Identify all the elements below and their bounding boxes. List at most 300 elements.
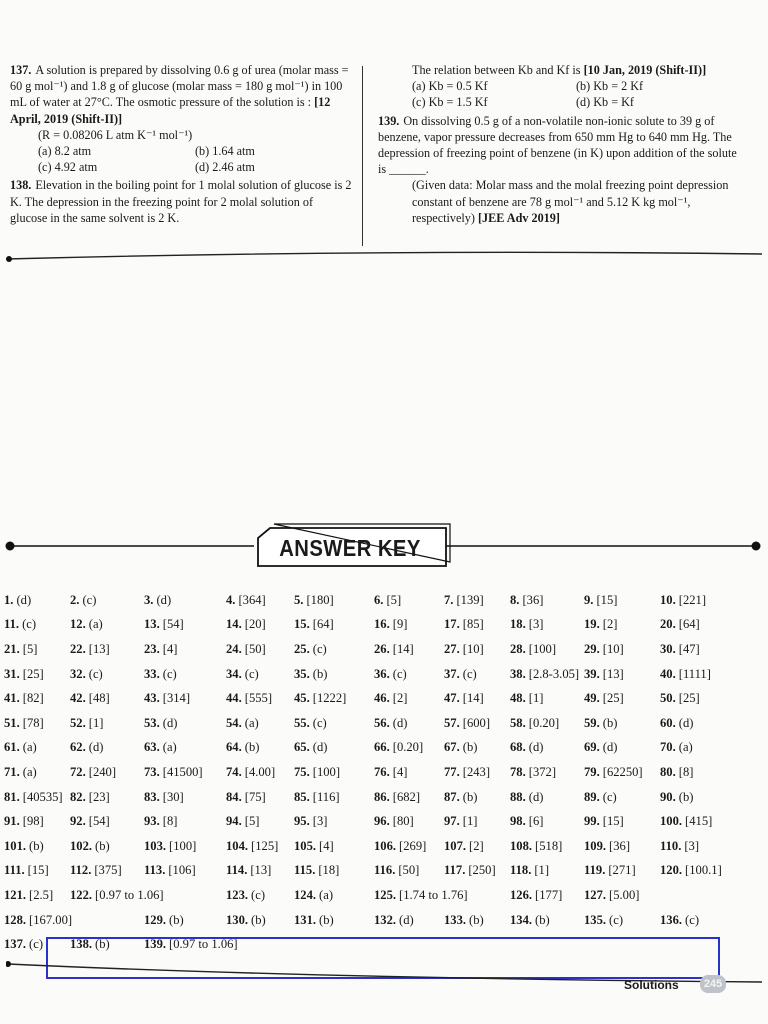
answer-number: 68. (510, 740, 526, 755)
answer-row (4, 662, 764, 687)
answer-cell (584, 716, 660, 731)
answer-number: 17. (444, 617, 460, 632)
answer-key-title: ANSWER KEY (279, 534, 421, 561)
answer-cell (510, 913, 584, 928)
question-text: A solution is prepared by dissolving 0.6 g of urea (molar mass = 60 g mol⁻¹) and 1.8 g of glucose (molar mass = 180 g mol⁻¹) in 100 mL of water at 27°C. The osmotic pressure of the solution is : (10, 63, 349, 110)
answer-value: [78] (22, 715, 44, 730)
answer-value: [36] (609, 838, 631, 853)
answer-number: 130. (226, 912, 249, 927)
answer-value: [415] (685, 814, 713, 829)
answer-value: (d) (162, 715, 178, 730)
answer-cell (584, 888, 660, 903)
answer-cell (444, 913, 510, 928)
answer-number: 34. (226, 666, 242, 681)
answer-number: 28. (510, 641, 526, 656)
answer-value: (c) (29, 937, 44, 952)
answer-value: (d) (392, 715, 408, 730)
answer-value: [0.20] (528, 715, 560, 730)
answer-value: (c) (88, 666, 103, 681)
answer-value: [1] (88, 715, 104, 730)
answer-number: 54. (226, 715, 242, 730)
answer-value: [3] (312, 814, 328, 829)
answer-value: [14] (462, 691, 484, 706)
answer-cell (374, 913, 444, 928)
answer-number: 20. (660, 617, 676, 632)
answer-cell (4, 839, 70, 854)
answer-row (4, 613, 764, 638)
answer-cell (660, 716, 760, 731)
answer-value: (a) (678, 740, 693, 755)
answer-cell (374, 863, 444, 878)
answer-number: 23. (144, 641, 160, 656)
answer-cell (510, 691, 584, 706)
answer-cell (584, 814, 660, 829)
answer-number: 82. (70, 789, 86, 804)
answer-cell (374, 740, 444, 755)
answer-value: (d) (88, 740, 104, 755)
answer-value: [2] (602, 617, 618, 632)
answer-cell (4, 790, 70, 805)
answer-number: 103. (144, 838, 167, 853)
answer-value: (c) (22, 617, 37, 632)
answer-value: [15] (27, 863, 49, 878)
answer-number: 84. (226, 789, 242, 804)
answer-cell (4, 642, 70, 657)
answer-cell (294, 765, 374, 780)
answer-cell (294, 888, 374, 903)
answer-cell (660, 765, 760, 780)
answer-value: (c) (312, 715, 327, 730)
answer-number: 78. (510, 764, 526, 779)
answer-value: (d) (399, 912, 414, 927)
answer-cell (4, 912, 73, 928)
answer-cell (144, 716, 226, 731)
answer-value: [1.74 to 1.76] (399, 887, 468, 902)
answer-number: 25. (294, 641, 310, 656)
answer-number: 40. (660, 666, 676, 681)
answer-value: [13] (250, 863, 272, 878)
answer-cell (4, 716, 70, 731)
answer-cell (294, 863, 374, 878)
answer-number: 13. (144, 617, 160, 632)
answer-value: [14] (392, 641, 414, 656)
answer-value: [4] (162, 641, 178, 656)
answer-cell (444, 691, 510, 706)
answer-cell (70, 765, 144, 780)
answer-number: 60. (660, 715, 676, 730)
answer-value: [3] (684, 838, 700, 853)
answer-value: [600] (462, 715, 491, 730)
answer-number: 1. (4, 592, 14, 607)
answer-number: 138. (70, 937, 93, 952)
answer-cell (144, 863, 226, 878)
answer-number: 119. (584, 863, 606, 878)
answer-number: 89. (584, 789, 600, 804)
answer-value: (b) (535, 912, 550, 927)
answer-cell (444, 740, 510, 755)
answer-cell (226, 863, 294, 878)
answer-cell (510, 593, 584, 608)
answer-row (4, 637, 764, 662)
answer-value: [8] (678, 764, 694, 779)
answer-cell (660, 691, 760, 706)
answer-value: [1] (534, 863, 550, 878)
answer-cell (294, 593, 374, 608)
answer-cell (294, 790, 374, 805)
answer-cell (70, 814, 144, 829)
answer-cell (70, 740, 144, 755)
answer-value: [243] (462, 764, 491, 779)
section-divider-rule (6, 251, 762, 263)
answer-number: 39. (584, 666, 600, 681)
answer-value: [5.00] (609, 887, 640, 902)
answer-number: 27. (444, 641, 460, 656)
answer-value: [62250] (602, 764, 643, 779)
answer-value: [375] (94, 863, 122, 878)
answer-cell (294, 814, 374, 829)
answer-cell (4, 765, 70, 780)
answer-value: [54] (88, 814, 110, 829)
answer-cell (660, 790, 760, 805)
answer-cell (294, 839, 374, 854)
answer-number: 81. (4, 789, 20, 804)
answer-value: (c) (602, 789, 617, 804)
answer-value: (a) (319, 887, 334, 902)
answer-cell (660, 617, 760, 632)
answer-value: [48] (88, 691, 110, 706)
answer-cell (444, 617, 510, 632)
answer-value: (b) (169, 912, 184, 927)
question-138 (10, 177, 352, 226)
answer-value: [250] (468, 863, 496, 878)
answer-number: 63. (144, 740, 160, 755)
question-text: Elevation in the boiling point for 1 molal solution of glucose is 2 K. The depression in the freezing point for 2 molal solution of glucose in the same solvent is 2 K. (10, 178, 352, 225)
answer-cell (374, 814, 444, 829)
answer-value: [177] (535, 887, 563, 902)
answer-number: 96. (374, 814, 390, 829)
right-question-column (378, 62, 740, 228)
answer-number: 123. (226, 887, 249, 902)
answer-number: 134. (510, 912, 533, 927)
answer-value: (b) (319, 912, 334, 927)
answer-row (4, 883, 764, 908)
option-a: (a) 8.2 atm (38, 144, 92, 159)
answer-number: 7. (444, 592, 454, 607)
answer-number: 38. (510, 666, 526, 681)
answer-number: 105. (294, 838, 317, 853)
answer-number: 69. (584, 740, 600, 755)
answer-cell (510, 814, 584, 829)
answer-number: 51. (4, 715, 20, 730)
left-question-column (10, 62, 352, 228)
answer-cell (144, 593, 226, 608)
answer-value: (c) (392, 666, 407, 681)
answer-value: (c) (244, 666, 259, 681)
answer-value: (b) (462, 740, 478, 755)
answer-value: (d) (528, 789, 544, 804)
answer-number: 75. (294, 764, 310, 779)
answer-value: (c) (462, 666, 477, 681)
option-c: (c) Kb = 1.5 Kf (412, 95, 488, 110)
answer-number: 24. (226, 641, 242, 656)
answer-number: 86. (374, 789, 390, 804)
answer-number: 91. (4, 814, 20, 829)
answer-value: [13] (88, 641, 110, 656)
answer-cell (294, 691, 374, 706)
answer-cell (660, 863, 760, 878)
answer-cell (660, 593, 760, 608)
answer-value: [25] (602, 691, 624, 706)
answer-cell (444, 642, 510, 657)
answer-cell (144, 814, 226, 829)
answer-value: [5] (22, 641, 38, 656)
footer-section-label: Solutions (624, 978, 679, 992)
answer-number: 88. (510, 789, 526, 804)
answer-value: [1111] (678, 666, 711, 681)
answer-cell (374, 716, 444, 731)
exam-tag: [10 Jan, 2019 (Shift-II)] (583, 63, 707, 77)
answer-number: 114. (226, 863, 248, 878)
answer-cell (584, 691, 660, 706)
answer-number: 120. (660, 863, 683, 878)
answer-value: [82] (22, 691, 44, 706)
answer-row (4, 760, 764, 785)
options (10, 143, 352, 175)
answer-value: [13] (602, 666, 624, 681)
answer-number: 52. (70, 715, 86, 730)
answer-number: 14. (226, 617, 242, 632)
answer-number: 45. (294, 691, 310, 706)
answer-value: (c) (685, 912, 700, 927)
answer-cell (4, 863, 70, 878)
answer-number: 135. (584, 912, 607, 927)
question-number: 137. (10, 63, 32, 77)
answer-number: 29. (584, 641, 600, 656)
answer-cell (70, 642, 144, 657)
answer-number: 47. (444, 691, 460, 706)
option-b: (b) Kb = 2 Kf (576, 79, 644, 94)
answer-cell (510, 888, 584, 903)
answer-cell (70, 716, 144, 731)
answer-value: [23] (88, 789, 110, 804)
answer-number: 94. (226, 814, 242, 829)
answer-number: 61. (4, 740, 20, 755)
answer-cell (584, 642, 660, 657)
answer-number: 67. (444, 740, 460, 755)
answer-cell (4, 888, 70, 903)
option-a: (a) Kb = 0.5 Kf (412, 79, 488, 94)
answer-cell (374, 765, 444, 780)
answer-value: [269] (399, 838, 427, 853)
answer-number: 90. (660, 789, 676, 804)
question-text: The relation between Kb and Kf is (412, 63, 581, 77)
answer-number: 113. (144, 863, 166, 878)
given-data: (R = 0.08206 L atm K⁻¹ mol⁻¹) (38, 127, 193, 142)
answer-value: [555] (244, 691, 273, 706)
answer-cell (374, 839, 444, 854)
answer-cell (70, 691, 144, 706)
answer-value: [50] (244, 641, 266, 656)
answer-value: [1] (528, 691, 544, 706)
answer-cell (4, 617, 70, 632)
answer-number: 128. (4, 912, 27, 927)
answer-cell (144, 740, 226, 755)
answer-value: [5] (244, 814, 260, 829)
answer-number: 95. (294, 814, 310, 829)
answer-value: (b) (29, 838, 44, 853)
answer-value: (d) (678, 715, 694, 730)
answer-value: [0.97 to 1.06] (95, 887, 164, 902)
answer-number: 15. (294, 617, 310, 632)
answer-value: [25] (678, 691, 700, 706)
answer-number: 57. (444, 715, 460, 730)
answer-value: [50] (398, 863, 420, 878)
answer-number: 11. (4, 617, 20, 632)
answer-cell (510, 617, 584, 632)
answer-cell (510, 765, 584, 780)
answer-cell (660, 913, 760, 928)
answer-cell (4, 667, 70, 682)
answer-number: 19. (584, 617, 600, 632)
answer-value: (c) (251, 887, 266, 902)
answer-value: (b) (602, 715, 618, 730)
answer-value: (b) (678, 789, 694, 804)
answer-cell (444, 863, 510, 878)
answer-number: 106. (374, 838, 397, 853)
answer-number: 118. (510, 863, 532, 878)
answer-cell (144, 765, 226, 780)
answer-cell (584, 593, 660, 608)
answer-value: [6] (528, 814, 544, 829)
options (412, 78, 740, 110)
answer-number: 131. (294, 912, 317, 927)
answer-value: [75] (244, 789, 266, 804)
answer-key-grid (4, 588, 764, 957)
answer-number: 125. (374, 887, 397, 902)
answer-number: 6. (374, 592, 384, 607)
answer-cell (144, 642, 226, 657)
answer-cell (226, 913, 294, 928)
answer-cell (226, 740, 294, 755)
answer-value: (b) (95, 838, 110, 853)
question-139 (378, 113, 740, 226)
answer-value: [100.1] (685, 863, 722, 878)
answer-value: [40535] (22, 789, 63, 804)
answer-value: [167.00] (29, 912, 73, 927)
answer-cell (374, 642, 444, 657)
answer-number: 124. (294, 887, 317, 902)
answer-number: 59. (584, 715, 600, 730)
answer-value: [80] (392, 814, 414, 829)
column-divider (362, 66, 363, 246)
answer-value: [364] (238, 592, 266, 607)
answer-cell (444, 765, 510, 780)
answer-value: (c) (312, 641, 327, 656)
answer-value: [2.5] (29, 887, 54, 902)
answer-cell (144, 617, 226, 632)
answer-cell (584, 617, 660, 632)
answer-value: (d) (312, 740, 328, 755)
page-number: 245 (700, 975, 726, 993)
answer-number: 109. (584, 838, 607, 853)
answer-value: [682] (392, 789, 421, 804)
answer-number: 101. (4, 838, 27, 853)
answer-value: (b) (251, 912, 266, 927)
answer-value: [314] (162, 691, 191, 706)
answer-row (4, 686, 764, 711)
answer-number: 66. (374, 740, 390, 755)
answer-number: 3. (144, 592, 154, 607)
answer-number: 136. (660, 912, 683, 927)
answer-number: 26. (374, 641, 390, 656)
answer-number: 99. (584, 814, 600, 829)
answer-number: 46. (374, 691, 390, 706)
exam-tag: [12 April, 2019 (Shift-II)] (10, 95, 331, 126)
answer-cell (584, 913, 660, 928)
answer-number: 98. (510, 814, 526, 829)
answer-cell (584, 790, 660, 805)
answer-number: 10. (660, 592, 676, 607)
answer-value: [47] (678, 641, 700, 656)
answer-number: 37. (444, 666, 460, 681)
answer-number: 83. (144, 789, 160, 804)
answer-number: 36. (374, 666, 390, 681)
option-c: (c) 4.92 atm (38, 160, 98, 175)
answer-cell (510, 740, 584, 755)
answer-number: 112. (70, 863, 92, 878)
answer-number: 133. (444, 912, 467, 927)
answer-value: [2] (469, 838, 484, 853)
answer-value: [2.8-3.05] (528, 666, 580, 681)
answer-value: (b) (469, 912, 484, 927)
answer-cell (226, 593, 294, 608)
answer-number: 44. (226, 691, 242, 706)
answer-cell (70, 839, 144, 854)
answer-number: 64. (226, 740, 242, 755)
answer-cell (444, 839, 510, 854)
answer-value: [4] (392, 764, 408, 779)
answer-cell (226, 667, 294, 682)
answer-value: (b) (462, 789, 478, 804)
answer-value: (a) (22, 764, 37, 779)
answer-value: [20] (244, 617, 266, 632)
answer-cell (374, 667, 444, 682)
question-text: On dissolving 0.5 g of a non-volatile non-ionic solute to 39 g of benzene, vapor pressure decreases from 650 mm Hg to 640 mm Hg. The depression of freezing point of benzene (in K) upon addition of the solute is ______. (378, 113, 737, 177)
answer-value: [0.97 to 1.06] (169, 937, 238, 952)
answer-value: [271] (608, 863, 636, 878)
answer-number: 65. (294, 740, 310, 755)
answer-cell (294, 913, 374, 928)
answer-number: 107. (444, 838, 467, 853)
answer-cell (584, 863, 660, 878)
answer-cell (510, 642, 584, 657)
answer-number: 85. (294, 789, 310, 804)
answer-value: [518] (535, 838, 563, 853)
answer-number: 62. (70, 740, 86, 755)
answer-number: 58. (510, 715, 526, 730)
answer-number: 139. (144, 937, 167, 952)
answer-cell (144, 839, 226, 854)
answer-value: [85] (462, 617, 484, 632)
answer-cell (444, 716, 510, 731)
answer-cell (584, 740, 660, 755)
answer-number: 70. (660, 740, 676, 755)
answer-number: 74. (226, 764, 242, 779)
answer-value: [54] (162, 617, 184, 632)
answer-value: [4] (319, 838, 334, 853)
answer-value: (a) (244, 715, 259, 730)
question-number: 139. (378, 113, 400, 128)
